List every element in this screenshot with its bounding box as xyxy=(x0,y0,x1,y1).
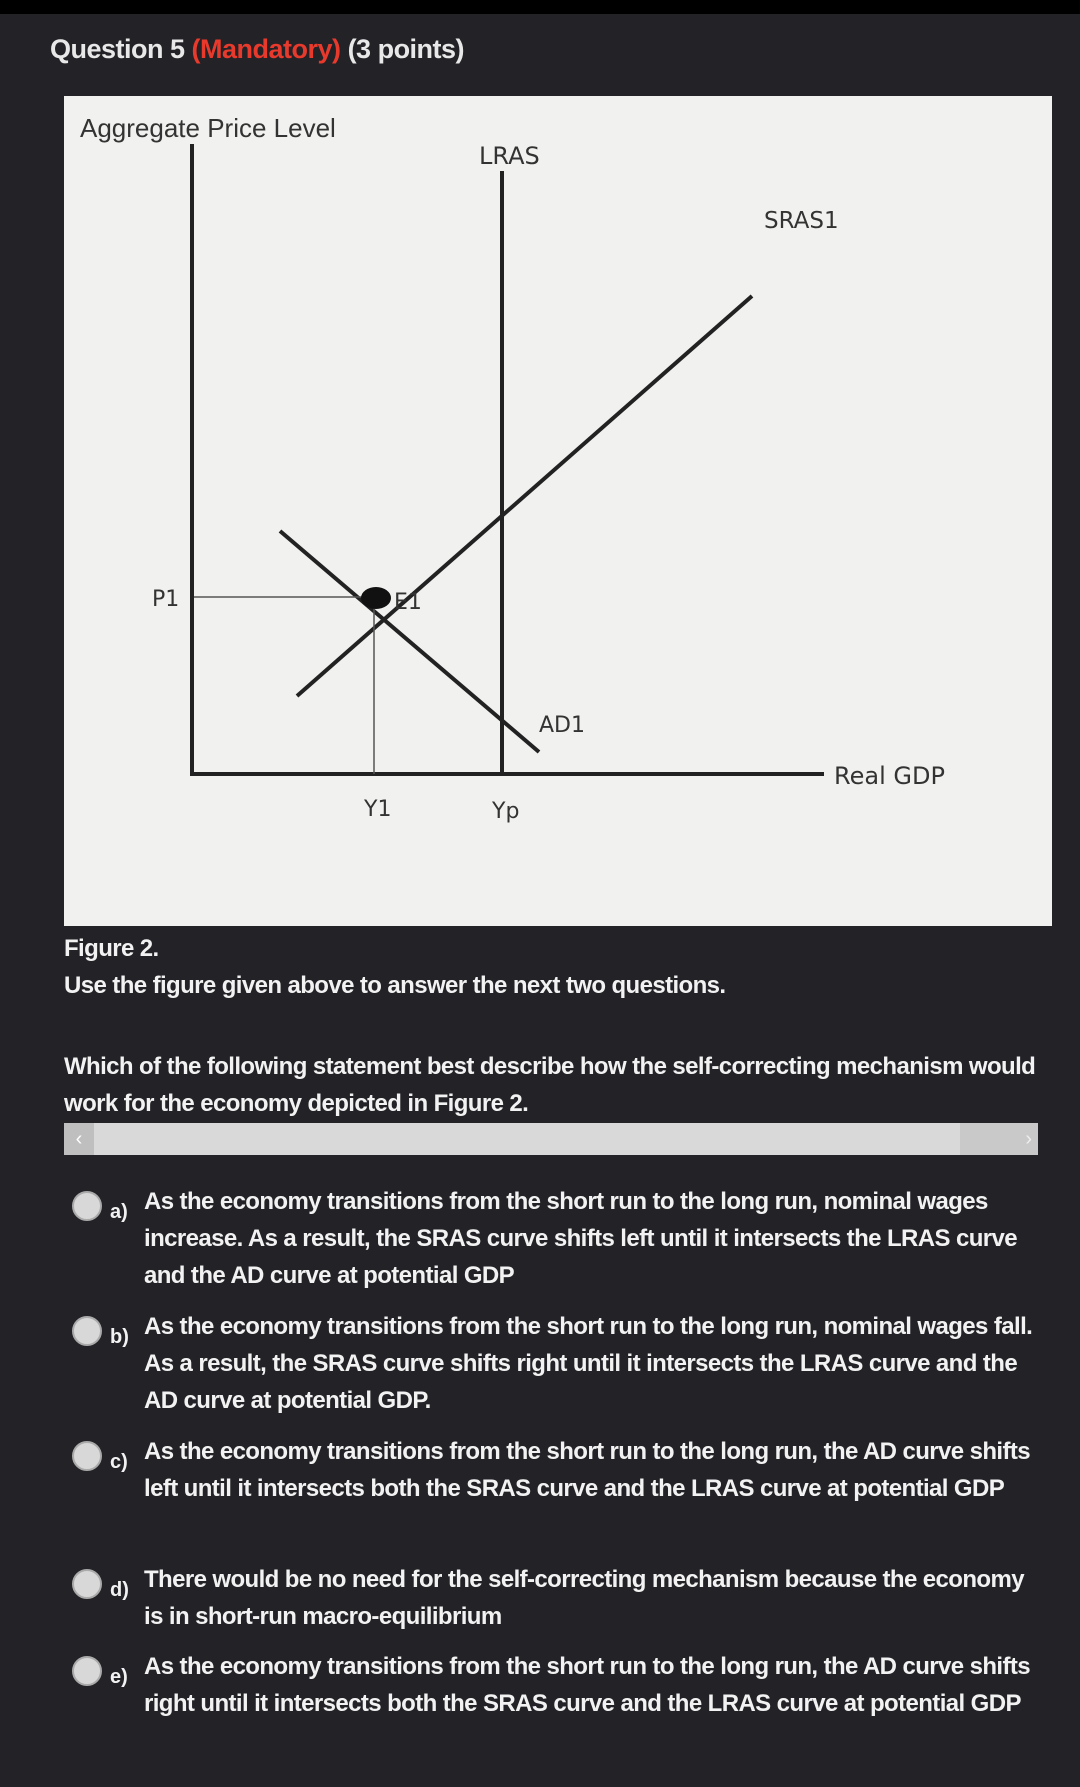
figure-instruction: Use the figure given above to answer the next two questions. xyxy=(64,972,726,999)
as-ad-diagram xyxy=(64,96,1052,926)
option-letter: e) xyxy=(110,1666,128,1688)
question-header xyxy=(50,34,464,65)
option-letter: b) xyxy=(110,1326,129,1348)
figure-2 xyxy=(64,96,1052,926)
ad1-label: AD1 xyxy=(539,713,585,738)
option-letter: d) xyxy=(110,1579,129,1601)
option-letter: a) xyxy=(110,1201,128,1223)
e1-label: E1 xyxy=(394,590,422,615)
option-text: As the economy transitions from the short run to the long run, nominal wages fall. As a result, the SRAS curve shifts right until it intersects the LRAS curve and the AD curve at potential GDP. xyxy=(144,1313,1033,1414)
question-prompt: Which of the following statement best describe how the self-correcting mechanism would work for the economy depicted in Figure 2. xyxy=(64,1053,1036,1117)
horizontal-scrollbar[interactable] xyxy=(64,1123,1038,1155)
radio-button-e[interactable] xyxy=(72,1656,102,1686)
question-number: Question 5 xyxy=(50,34,185,64)
radio-button-c[interactable] xyxy=(72,1441,102,1471)
sras1-label: SRAS1 xyxy=(764,208,839,234)
chevron-right-icon[interactable]: › xyxy=(960,1123,1038,1155)
figure-caption: Figure 2. xyxy=(64,935,159,962)
yp-label: Yp xyxy=(492,799,520,824)
p1-label: P1 xyxy=(152,587,180,612)
screen xyxy=(0,14,1080,1787)
y-axis-label: Aggregate Price Level xyxy=(80,113,336,143)
x-axis-label: Real GDP xyxy=(834,762,945,790)
option-text: As the economy transitions from the short run to the long run, nominal wages increase. As a result, the SRAS curve shifts left until it intersects the LRAS curve and the AD curve at potential GDP xyxy=(144,1188,1017,1289)
radio-button-d[interactable] xyxy=(72,1569,102,1599)
option-text: As the economy transitions from the short run to the long run, the AD curve shifts right until it intersects both the SRAS curve and the LRAS curve at potential GDP xyxy=(144,1653,1030,1717)
option-letter: c) xyxy=(110,1451,128,1473)
radio-button-b[interactable] xyxy=(72,1316,102,1346)
e1-point xyxy=(361,587,391,609)
lras-label: LRAS xyxy=(479,142,540,170)
option-text: There would be no need for the self-correcting mechanism because the economy is in short-run macro-equilibrium xyxy=(144,1566,1024,1630)
points-label: (3 points) xyxy=(347,34,465,64)
radio-button-a[interactable] xyxy=(72,1191,102,1221)
chevron-left-icon[interactable]: ‹ xyxy=(64,1123,94,1155)
option-text: As the economy transitions from the short run to the long run, the AD curve shifts left until it intersects both the SRAS curve and the LRAS curve at potential GDP xyxy=(144,1438,1030,1502)
y1-label: Y1 xyxy=(364,797,392,822)
sras1-curve xyxy=(297,296,752,696)
mandatory-label: (Mandatory) xyxy=(191,34,341,64)
